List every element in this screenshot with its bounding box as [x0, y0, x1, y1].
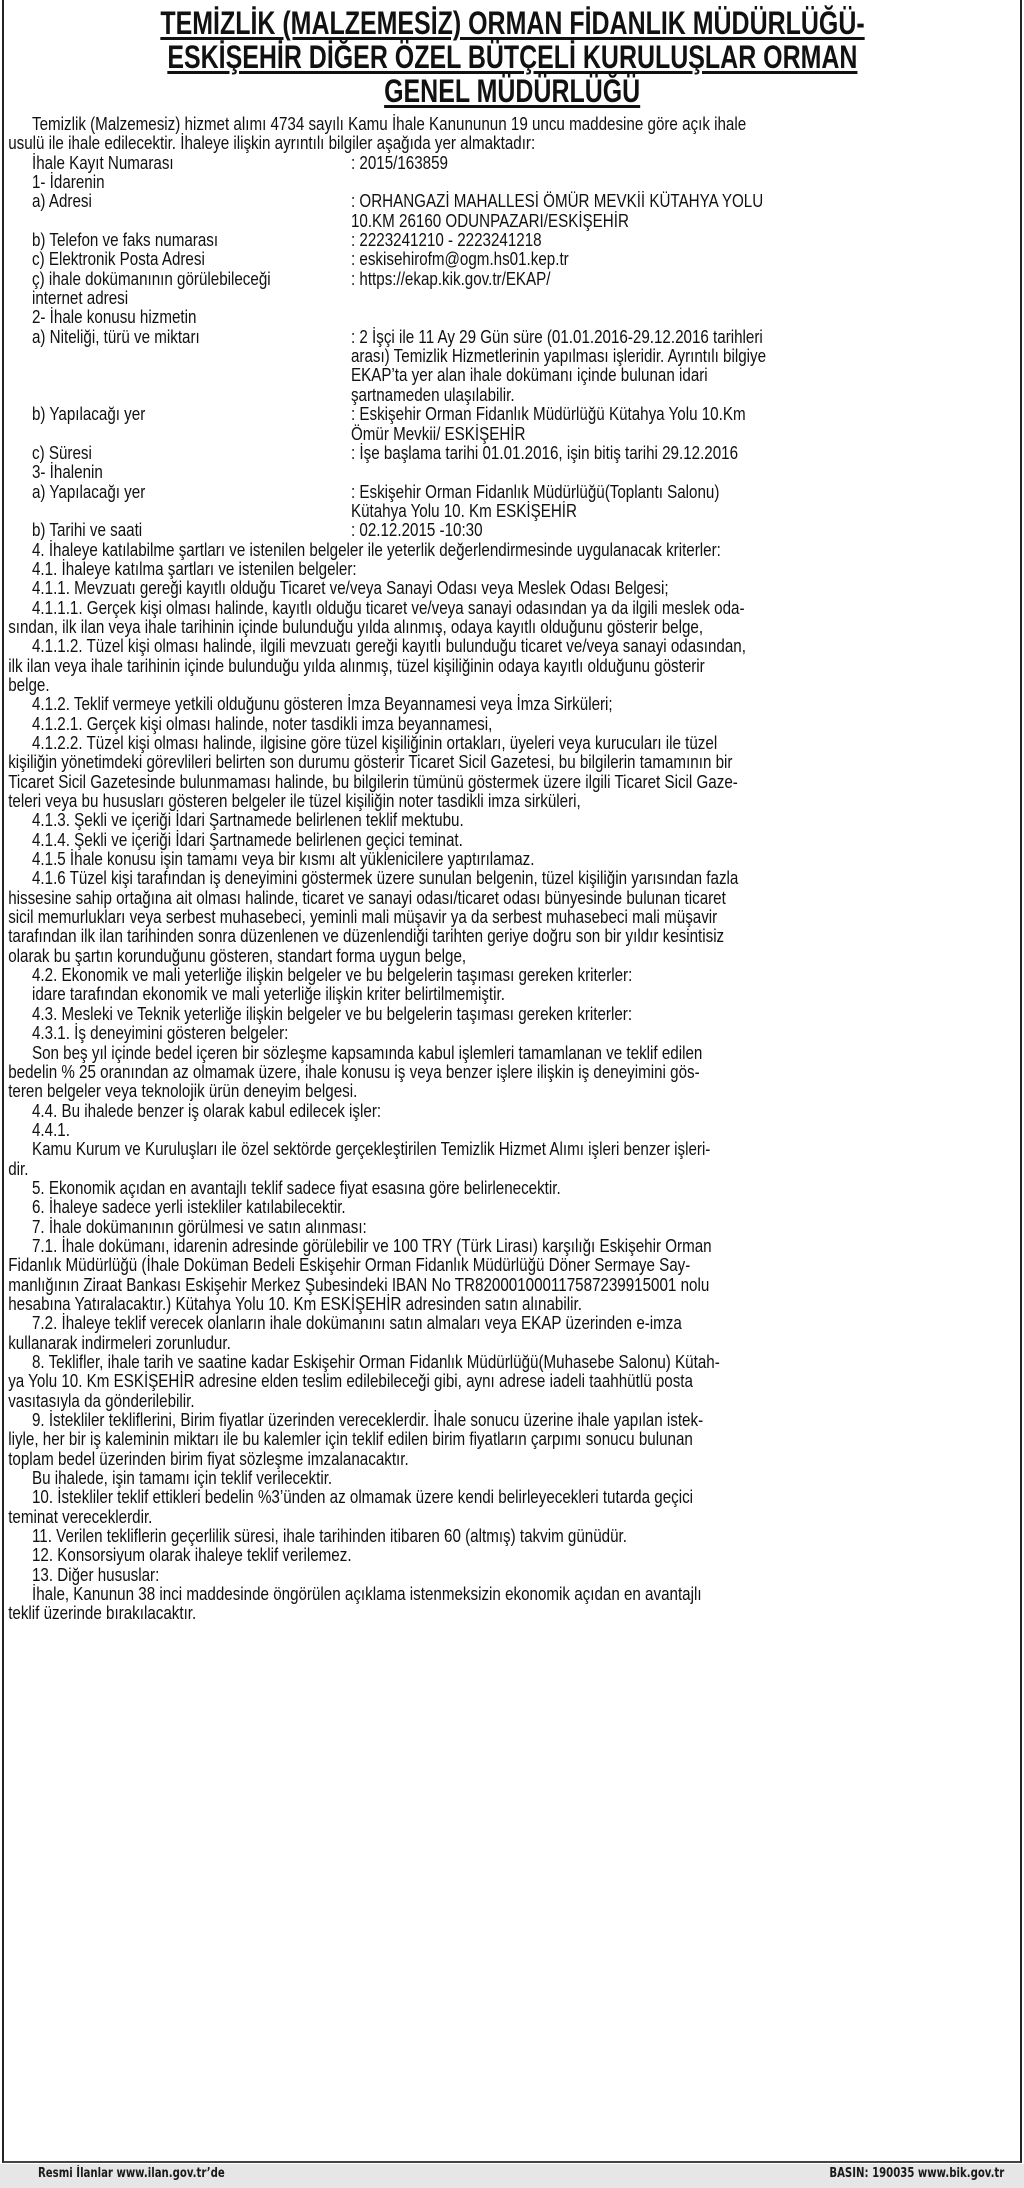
info-row-internet: [0, 269, 980, 288]
paragraph-line: olarak bu şartın korunduğunu gösteren, standart forma uygun belge,: [8, 944, 467, 966]
paragraph-line: 4.1. İhaleye katılma şartları ve istenilen belgeler:: [31, 557, 357, 579]
info-row-continuation: [0, 424, 980, 443]
paragraph-line: teminat vereceklerdir.: [8, 1505, 153, 1527]
paragraph-line: 13. Diğer hususlar:: [31, 1563, 160, 1585]
info-row-tarih: [0, 520, 980, 539]
info-label: b) Tarihi ve saati: [31, 519, 143, 541]
email-link[interactable]: : eskisehirofm@ogm.hs01.kep.tr: [350, 248, 569, 270]
info-label-empty: [0, 365, 351, 384]
paragraph-line: 4.1.1.2. Tüzel kişi olması halinde, ilgili mevzuatı gereği kayıtlı bulunduğu ticaret ve/veya sanayi odasından,: [31, 635, 746, 657]
paragraph-line: dir.: [8, 1157, 29, 1179]
info-row-continuation: [0, 385, 980, 404]
info-label: İhale Kayıt Numarası: [31, 151, 174, 173]
paragraph-line: 4.1.1. Mevzuatı gereği kayıtlı olduğu Ticaret ve/veya Sanayi Odası veya Meslek Odası Belgesi;: [31, 577, 669, 599]
criteria-heading: 4. İhaleye katılabilme şartları ve istenilen belgeler ile yeterlik değerlendirmesinde uygulanacak kriterler:: [31, 538, 721, 560]
info-value: : ORHANGAZİ MAHALLESİ ÖMÜR MEVKİİ KÜTAHYA YOLU: [350, 190, 764, 212]
paragraph-line: 4.1.4. Şekli ve içeriği İdari Şartnamede belirlenen geçici teminat.: [31, 828, 463, 850]
paragraph-line: vasıtasıyla da gönderilebilir.: [8, 1389, 195, 1411]
paragraph-line: sicil memurlukları veya serbest muhasebeci, yeminli mali müşavir ya da serbest muhasebeci mali müşavir: [8, 906, 718, 928]
paragraph-line: teleri veya bu hususları gösteren belgeler ile tüzel kişiliğin noter tasdikli imza sirküleri,: [8, 790, 581, 812]
paragraph-line: 4.1.3. Şekli ve içeriği İdari Şartnamede belirlenen teklif mektubu.: [31, 809, 464, 831]
ekap-link[interactable]: : https://ekap.kik.gov.tr/EKAP/: [350, 267, 551, 289]
paragraph-line: Ticaret Sicil Gazetesinde bulunmaması halinde, bu bilgilerin tümünü göstermek üzere ilgili Ticaret Sicil Gaze-: [8, 770, 738, 792]
title-line: GENEL MÜDÜRLÜĞÜ: [383, 73, 641, 109]
paragraph-line: Kamu Kurum ve Kuruluşları ile özel sektörde gerçekleştirilen Temizlik Hizmet Alımı işleri benzer işleri-: [31, 1138, 711, 1160]
info-row-telefon: [0, 230, 980, 249]
paragraph-line: 4.4. Bu ihalede benzer iş olarak kabul edilecek işler:: [31, 1099, 382, 1121]
footer-left-text: Resmi İlanlar www.ilan.gov.tr’de: [38, 2166, 225, 2181]
paragraph-line: 7.1. İhale dokümanı, idarenin adresinde görülebilir ve 100 TRY (Türk Lirası) karşılığı Eskişehir Orman: [31, 1234, 712, 1256]
info-label: a) Niteliği, türü ve miktarı: [31, 325, 200, 347]
paragraph-line: teklif üzerinde bırakılacaktır.: [8, 1602, 197, 1624]
info-label-empty: [0, 346, 351, 365]
info-label-empty: [0, 424, 351, 443]
info-label: c) Elektronik Posta Adresi: [31, 248, 205, 270]
paragraph-line: ya Yolu 10. Km ESKİŞEHİR adresine elden teslim edilebileceği gibi, aynı adrese iadeli taahhütlü posta: [8, 1370, 693, 1392]
intro-text: Temizlik (Malzemesiz) hizmet alımı 4734 sayılı Kamu İhale Kanununun 19 uncu maddesine göre açık ihale: [31, 113, 747, 134]
info-row-continuation: [0, 365, 980, 384]
info-row-adres: [0, 191, 980, 210]
announcement-body: [0, 114, 1024, 1623]
section-heading: 1- İdarenin: [31, 171, 105, 193]
paragraph-line: manlığının Ziraat Bankası Eskişehir Merkez Şubesindeki IBAN No TR820001000117587239915001 nolu: [8, 1273, 710, 1295]
paragraph-line: 8. Teklifler, ihale tarih ve saatine kadar Eskişehir Orman Fidanlık Müdürlüğü(Muhasebe Salonu) Kütah-: [31, 1351, 720, 1372]
info-value: : 02.12.2015 -10:30: [350, 519, 483, 541]
info-label: internet adresi: [31, 287, 129, 309]
paragraph-line: bedelin % 25 oranından az olmamak üzere, ihale konusu iş veya benzer işlere ilişkin iş deneyimini gös-: [8, 1060, 700, 1082]
section-heading: 3- İhalenin: [31, 461, 103, 483]
info-value: 10.KM 26160 ODUNPAZARI/ESKİŞEHİR: [350, 209, 629, 231]
info-label: a) Adresi: [31, 190, 92, 212]
info-value: şartnameden ulaşılabilir.: [350, 383, 515, 405]
paragraph-line: 4.4.1.: [31, 1118, 70, 1140]
title-line: TEMİZLİK (MALZEMESİZ) ORMAN FİDANLIK MÜDÜRLÜĞÜ-: [159, 5, 865, 41]
paragraph-line: kişiliğin yönetimdeki görevlileri belirten son durumu gösterir Ticaret Sicil Gazetesi, bu bilgilerin tamamının bir: [8, 751, 733, 773]
info-value: Ömür Mevkii/ ESKİŞEHİR: [350, 422, 526, 444]
paragraph-line: 4.1.2. Teklif vermeye yetkili olduğunu gösteren İmza Beyannamesi veya İmza Sirküleri;: [31, 693, 613, 715]
info-label: b) Yapılacağı yer: [31, 403, 146, 425]
footer-bar: [0, 2164, 1024, 2188]
paragraph-line: 4.1.5 İhale konusu işin tamamı veya bir kısmı alt yüklenicilere yaptırılamaz.: [31, 848, 535, 870]
info-row-eposta: [0, 249, 980, 268]
info-row-kayit: [0, 153, 980, 172]
paragraph-line: tarafından ilk ilan tarihinden sonra düzenlenen ve düzenlendiği tarihten geriye doğru son bir yıldır kesintisiz: [8, 925, 725, 947]
paragraph-line: hesabına Yatıralacaktır.) Kütahya Yolu 10. Km ESKİŞEHİR adresinden satın alınabilir.: [8, 1292, 582, 1314]
paragraph-line: teren belgeler veya teknolojik ürün deneyim belgesi.: [8, 1080, 358, 1102]
paragraph-line: Bu ihalede, işin tamamı için teklif verilecektir.: [31, 1467, 333, 1489]
paragraph-line: 12. Konsorsiyum olarak ihaleye teklif verilemez.: [31, 1544, 352, 1566]
info-value: : 2 İşçi ile 11 Ay 29 Gün süre (01.01.2016-29.12.2016 tarihleri: [350, 325, 763, 347]
title-line: ESKİŞEHİR DİĞER ÖZEL BÜTÇELİ KURULUŞLAR ORMAN: [166, 39, 858, 75]
paragraph-line: liyle, her bir iş kaleminin miktarı ile bu kalemler için teklif edilen birim fiyatların çarpımı sonucu bulunan: [8, 1428, 693, 1450]
paragraph-line: 4.1.2.2. Tüzel kişi olması halinde, ilgisine göre tüzel kişiliğinin ortakları, üyeleri veya kurucuları ile tüzel: [31, 732, 718, 753]
paragraph-line: İhale, Kanunun 38 inci maddesinde öngörülen açıklama istenmeksizin ekonomik açıdan en avantajlı: [31, 1583, 702, 1605]
footer-right-text: BASIN: 190035 www.bik.gov.tr: [829, 2166, 1004, 2181]
info-value: Kütahya Yolu 10. Km ESKİŞEHİR: [350, 499, 577, 521]
info-label: b) Telefon ve faks numarası: [31, 229, 219, 251]
info-value: : 2223241210 - 2223241218: [350, 229, 542, 251]
info-label-empty: [0, 385, 351, 404]
info-row-continuation: [0, 346, 980, 365]
info-value: EKAP’ta yer alan ihale dokümanı içinde bulunan idari: [350, 364, 708, 386]
paragraph-line: sından, ilk ilan veya ihale tarihinin içinde bulunduğu yılda alınmış, odaya kayıtlı olduğunu gösterir belge,: [8, 615, 704, 637]
info-label: a) Yapılacağı yer: [31, 480, 146, 502]
info-label: ç) ihale dokümanının görülebileceği: [31, 267, 271, 289]
paragraph-line: 4.1.6 Tüzel kişi tarafından iş deneyimini göstermek üzere sunulan belgenin, tüzel kişiliğin yarısından fazla: [31, 867, 739, 889]
info-label-empty: [0, 501, 351, 520]
paragraph-line: 4.3.1. İş deneyimini gösteren belgeler:: [31, 1022, 289, 1044]
info-value: : İşe başlama tarihi 01.01.2016, işin bitiş tarihi 29.12.2016: [350, 441, 739, 463]
section-heading: 2- İhale konusu hizmetin: [31, 306, 197, 328]
paragraph-line: 11. Verilen tekliflerin geçerlilik süresi, ihale tarihinden itibaren 60 (altmış) takvim günüdür.: [31, 1525, 627, 1547]
paragraph-list: [0, 559, 980, 1623]
info-row-continuation: [0, 211, 980, 230]
paragraph-line: 4.1.1.1. Gerçek kişi olması halinde, kayıtlı olduğu ticaret ve/veya sanayi odasından ya da ilgili meslek oda-: [31, 596, 745, 618]
info-row-yer: [0, 404, 980, 423]
paragraph-line: hissesine sahip ortağına ait olması halinde, ticaret ve sanayi odası/ticaret odası bünyesinde bulunan ticaret: [8, 886, 726, 908]
paragraph-line: 10. İstekliler teklif ettikleri bedelin %3’ünden az olmamak üzere kendi belirleyecekleri tutarda geçici: [31, 1486, 694, 1508]
paragraph-line: Fidanlık Müdürlüğü (İhale Doküman Bedeli Eskişehir Orman Fidanlık Müdürlüğü Döner Sermaye Say-: [8, 1254, 691, 1276]
paragraph-line: 5. Ekonomik açıdan en avantajlı teklif sadece fiyat esasına göre belirlenecektir.: [31, 1176, 561, 1198]
paragraph-line: kullanarak indirmeleri zorunludur.: [8, 1331, 231, 1353]
paragraph-line: 4.1.2.1. Gerçek kişi olması halinde, noter tasdikli imza beyannamesi,: [31, 712, 493, 734]
paragraph-line: toplam bedel üzerinden birim fiyat sözleşme imzalanacaktır.: [8, 1447, 409, 1469]
paragraph-line: ilk ilan veya ihale tarihinin içinde bulunduğu yılda alınmış, tüzel kişiliğinin odaya kayıtlı olduğunu gösterir: [8, 654, 705, 676]
info-row-nitelik: [0, 327, 980, 346]
info-row-ihale-yer: [0, 482, 980, 501]
info-row-continuation: [0, 501, 980, 520]
info-row-sure: [0, 443, 980, 462]
paragraph-line: 7.2. İhaleye teklif verecek olanların ihale dokümanını satın almaları veya EKAP üzerinden e-imza: [31, 1312, 682, 1334]
paragraph-line: 7. İhale dokümanının görülmesi ve satın alınması:: [31, 1215, 367, 1237]
paragraph-line: Son beş yıl içinde bedel içeren bir sözleşme kapsamında kabul işlemleri tamamlanan ve teklif edilen: [31, 1041, 703, 1063]
paragraph-line: 4.2. Ekonomik ve mali yeterliğe ilişkin belgeler ve bu belgelerin taşıması gereken kriterler:: [31, 964, 633, 986]
info-label: c) Süresi: [31, 441, 92, 463]
announcement-title: [0, 6, 1024, 108]
info-label-empty: [0, 211, 351, 230]
paragraph-line: belge.: [8, 673, 50, 695]
paragraph-line: 9. İstekliler tekliflerini, Birim fiyatlar üzerinden vereceklerdir. İhale sonucu üzerine ihale yapılan istek-: [31, 1409, 704, 1431]
paragraph-line: 4.3. Mesleki ve Teknik yeterliğe ilişkin belgeler ve bu belgelerin taşıması gereken kriterler:: [31, 1002, 633, 1024]
info-value: : Eskişehir Orman Fidanlık Müdürlüğü Kütahya Yolu 10.Km: [350, 403, 746, 425]
info-value: arası) Temizlik Hizmetlerinin yapılması işleridir. Ayrıntılı bilgiye: [350, 345, 767, 367]
info-value: : 2015/163859: [350, 151, 448, 173]
paragraph-line: idare tarafından ekonomik ve mali yeterliğe ilişkin kriter belirtilmemiştir.: [31, 983, 505, 1005]
intro-text: usulü ile ihale edilecektir. İhaleye ilişkin ayrıntılı bilgiler aşağıda yer almaktadır:: [8, 132, 536, 154]
info-value: : Eskişehir Orman Fidanlık Müdürlüğü(Toplantı Salonu): [350, 480, 720, 502]
paragraph-line: 6. İhaleye sadece yerli istekliler katılabilecektir.: [31, 1196, 346, 1218]
